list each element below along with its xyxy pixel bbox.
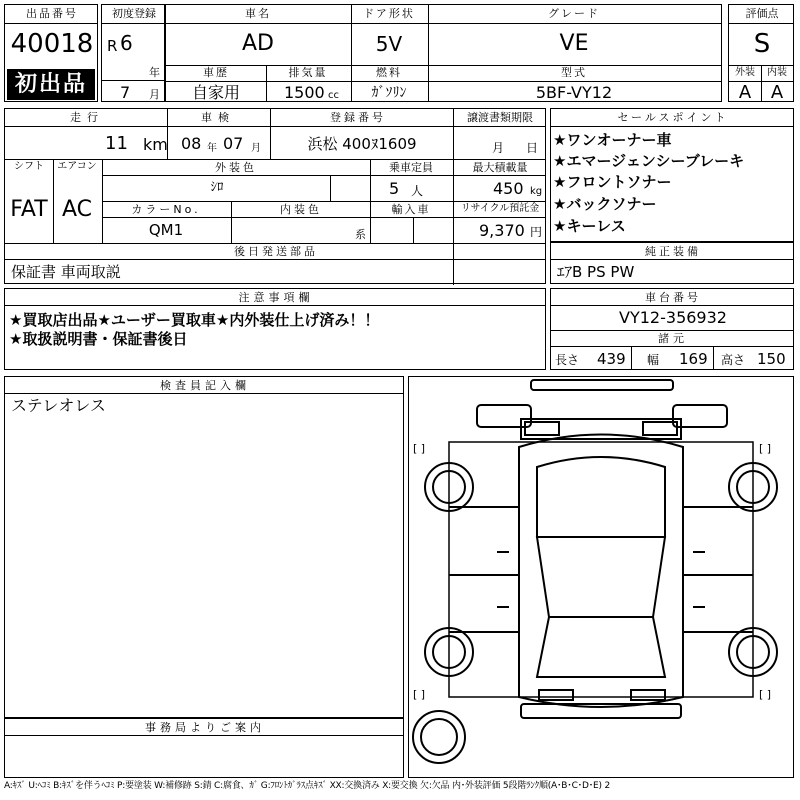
height-label: 高さ	[721, 353, 746, 367]
exterior-label: 外装	[735, 67, 755, 78]
lot-number: 40018	[10, 29, 94, 59]
transfer-day-unit: 日	[526, 141, 539, 155]
door-type: 5V	[375, 32, 403, 56]
inspection-label: 車検	[201, 111, 235, 124]
sales-point-1: ★ワンオーナー車	[553, 131, 672, 149]
equipment-label: 純正装備	[645, 245, 701, 258]
reg-month: 7	[120, 83, 131, 102]
load-unit: kg	[530, 186, 543, 197]
history-label: 車歴	[203, 66, 229, 79]
color-value: ｼﾛ	[210, 180, 224, 195]
length-value: 439	[597, 350, 626, 368]
notes-line-2: ★取扱説明書・保証書後日	[9, 330, 188, 348]
interior-color-unit: 系	[355, 228, 366, 241]
sales-points-label: セールスポイント	[617, 111, 729, 124]
notes-label: 注意事項欄	[238, 291, 314, 304]
car-diagram	[408, 376, 794, 778]
height-value: 150	[757, 350, 786, 368]
notes-box	[4, 288, 546, 370]
inspection-year-unit: 年	[207, 143, 217, 154]
legend-text: A:ｷｽﾞ U:ﾍｺﾐ B:ｷｽﾞを伴うﾍｺﾐ P:要塗装 W:補修跡 S:錆 C:腐食、ｶﾞ G:ﾌﾛﾝﾄｶﾞﾗｽ点ｷｽﾞ XX:交換済み X:要交換 欠:欠品 内･外装評価 5段階ﾗﾝｸ順(A･B･C･D･E) 2	[4, 781, 610, 791]
recycle-value: 9,370	[479, 221, 525, 240]
car-diagram-svg	[409, 377, 793, 777]
transfer-label: 譲渡書類期限	[467, 111, 533, 124]
door-label: ドア形状	[363, 7, 415, 20]
chassis-number: VY12-356932	[619, 308, 727, 327]
sales-point-3: ★フロントソナー	[553, 173, 672, 191]
chassis-label: 車台番号	[645, 291, 701, 304]
capacity-unit: 人	[411, 184, 424, 198]
displacement-label: 排気量	[288, 66, 328, 79]
sales-point-4: ★バックソナー	[553, 195, 657, 213]
grade-label: グレード	[548, 7, 600, 20]
recycle-label: リサイクル預託金	[460, 203, 540, 214]
capacity-value: 5	[389, 179, 400, 198]
load-value: 450	[493, 179, 524, 198]
inspector-text: ステレオレス	[11, 396, 106, 415]
era: R	[107, 37, 118, 55]
office-box	[4, 718, 404, 778]
history: 自家用	[191, 83, 241, 102]
plate-label: 登録番号	[330, 111, 386, 124]
office-label: 事務局よりご案内	[145, 721, 265, 734]
mileage: 11	[105, 133, 128, 154]
color-label: 外装色	[215, 161, 257, 174]
sales-point-5: ★キーレス	[553, 217, 626, 235]
dims-label: 諸元	[658, 332, 688, 345]
width-label: 幅	[647, 353, 660, 367]
model-code: 5BF-VY12	[535, 83, 613, 102]
car-name: AD	[242, 31, 274, 56]
chassis-box	[550, 288, 794, 370]
color-no-value: QM1	[148, 221, 184, 239]
inspection-year: 08	[181, 134, 202, 153]
interior-grade: A	[770, 82, 784, 103]
reg-year: 6	[120, 31, 133, 55]
bracket-bottom-right: [ ]	[759, 688, 772, 701]
later-parts-label: 後日発送部品	[234, 245, 318, 258]
car-name-label: 車名	[245, 7, 271, 20]
bracket-bottom-left: [ ]	[413, 688, 426, 701]
displacement: 1500	[284, 83, 325, 102]
equipment-box	[550, 242, 794, 284]
shift-label: シフト	[14, 161, 44, 172]
mileage-label: 走行	[70, 111, 104, 124]
inspector-box	[4, 376, 404, 718]
interior-label: 内装	[767, 67, 787, 78]
plate-number: 浜松 400ﾇ1609	[307, 135, 417, 153]
width-value: 169	[679, 350, 708, 368]
spec-table	[4, 108, 546, 284]
load-label: 最大積載量	[472, 161, 528, 174]
score-label: 評価点	[745, 7, 779, 20]
registration-label: 初度登録	[112, 7, 156, 20]
import-label: 輸入車	[391, 203, 431, 216]
sales-points-box	[550, 108, 794, 242]
overall-score: S	[753, 29, 771, 59]
year-unit: 年	[149, 66, 160, 79]
color-no-label: カラーNo.	[131, 203, 201, 216]
exterior-grade: A	[738, 82, 752, 103]
capacity-label: 乗車定員	[389, 161, 433, 174]
notes-line-1: ★買取店出品★ユーザー買取車★内外装仕上げ済み！！	[9, 311, 380, 329]
fuel: ｶﾞｿﾘﾝ	[371, 85, 407, 101]
transfer-month-unit: 月	[492, 141, 505, 155]
score-box	[728, 4, 794, 102]
sales-point-2: ★エマージェンシーブレーキ	[553, 152, 745, 170]
first-listing-text: 初出品	[14, 72, 88, 97]
ac-label: エアコン	[57, 161, 97, 172]
lot-label: 出品番号	[26, 7, 78, 20]
vehicle-info-box	[165, 4, 722, 102]
ac-value: AC	[61, 197, 93, 222]
shift-value: FAT	[10, 197, 48, 222]
registration-box	[101, 4, 165, 102]
interior-color-label: 内装色	[280, 203, 322, 216]
length-label: 長さ	[555, 353, 580, 367]
displacement-unit: cc	[328, 90, 339, 101]
month-unit: 月	[149, 88, 160, 101]
inspector-label: 検査員記入欄	[160, 379, 250, 392]
inspection-month: 07	[223, 134, 244, 153]
grade: VE	[559, 31, 589, 56]
equipment-text: ｴｱB PS PW	[557, 263, 635, 281]
bracket-top-left: [ ]	[413, 442, 426, 455]
later-parts-text: 保証書 車両取説	[11, 263, 121, 281]
inspection-month-unit: 月	[251, 143, 261, 154]
bracket-top-right: [ ]	[759, 442, 772, 455]
model-label: 型式	[561, 66, 587, 79]
first-listing-badge	[7, 69, 95, 100]
lot-box	[4, 4, 98, 102]
recycle-unit: 円	[530, 225, 543, 239]
fuel-label: 燃料	[376, 66, 402, 79]
mileage-unit: km	[143, 135, 168, 154]
